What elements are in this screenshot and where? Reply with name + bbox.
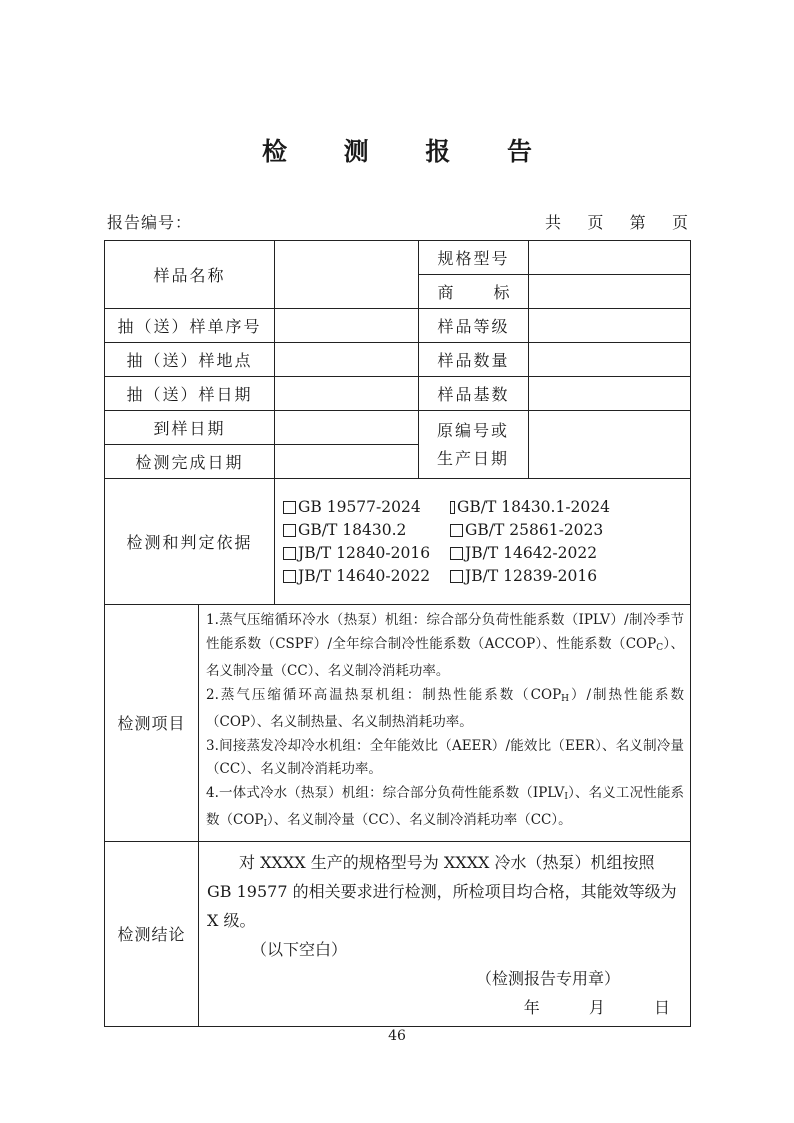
original-no-label (419, 411, 529, 479)
base-value[interactable] (529, 377, 691, 411)
item-1-sub: C (656, 642, 664, 653)
brand-value[interactable] (529, 275, 691, 309)
item-2-text-end: ）/制热性能系数（COP）、名义制热量、名义制热消耗功率。 (206, 686, 685, 730)
item-4 (206, 782, 684, 837)
seal-label: （检测报告专用章） (476, 968, 621, 988)
standard-option[interactable] (283, 498, 450, 516)
location-value[interactable] (275, 343, 419, 377)
day-label: 日 (654, 997, 671, 1017)
blank-note: （以下空白） (251, 939, 348, 959)
item-1-text: 1.蒸气压缩循环冷水（热泵）机组：综合部分负荷性能系数（IPLV）/制冷季节性能系数（CSPF）/全年综合制冷性能系数（ACCOP）、性能系数（COP (206, 612, 685, 652)
checkbox[interactable] (450, 570, 463, 583)
pager-page: 页 (587, 213, 604, 232)
standard-option[interactable] (450, 521, 610, 539)
item-1 (206, 609, 684, 684)
page-counter (545, 210, 688, 233)
report-title: 检 测 报 告 (261, 137, 557, 166)
year-label: 年 (523, 997, 540, 1017)
sample-name-value[interactable] (275, 241, 419, 309)
standard-option[interactable] (450, 544, 610, 562)
pager-page2: 页 (671, 213, 688, 232)
sampling-date-value[interactable] (275, 377, 419, 411)
checkbox[interactable] (283, 570, 296, 583)
completion-date-label: 检测完成日期 (105, 445, 275, 479)
original-no-line1: 原编号或 (437, 420, 510, 440)
sampling-date-label: 抽（送）样日期 (105, 377, 275, 411)
standard-option[interactable] (283, 567, 450, 585)
completion-date-value[interactable] (275, 445, 419, 479)
standard-label: JB/T 12839-2016 (465, 567, 598, 585)
checkbox[interactable] (283, 524, 296, 537)
standard-option[interactable] (450, 567, 610, 585)
checkbox[interactable] (283, 547, 296, 560)
order-no-label: 抽（送）样单序号 (105, 309, 275, 343)
standard-option[interactable] (450, 498, 610, 516)
item-4-text-mid: ）、名义工况性能系数（COP (206, 784, 685, 828)
grade-value[interactable] (529, 309, 691, 343)
month-label: 月 (588, 997, 605, 1017)
standard-label: JB/T 12840-2016 (298, 544, 431, 562)
report-table (104, 240, 691, 1027)
standard-label: GB/T 18430.2 (298, 521, 407, 539)
original-no-line2: 生产日期 (437, 448, 510, 468)
arrival-date-label: 到样日期 (105, 411, 275, 445)
checkbox[interactable] (450, 547, 463, 560)
report-number-label: 报告编号： (107, 213, 193, 232)
standards-cell (275, 479, 691, 605)
basis-label: 检测和判定依据 (105, 479, 275, 605)
quantity-label: 样品数量 (419, 343, 529, 377)
pager-nth: 第 (629, 213, 646, 232)
checkbox[interactable] (283, 501, 296, 514)
standard-label: GB 19577-2024 (298, 498, 421, 516)
brand-label-text: 商 标 (437, 283, 510, 302)
checkbox[interactable] (450, 524, 463, 537)
base-label: 样品基数 (419, 377, 529, 411)
arrival-date-value[interactable] (275, 411, 419, 445)
item-4-text-end: ）、名义制冷量（CC）、名义制冷消耗功率（CC）。 (267, 812, 572, 828)
standard-label: JB/T 14642-2022 (465, 544, 598, 562)
item-2 (206, 684, 684, 735)
sample-name-label: 样品名称 (105, 241, 275, 309)
item-4-text: 4.一体式冷水（热泵）机组：综合部分负荷性能系数（IPLV (206, 784, 565, 801)
item-3: 3.间接蒸发冷却冷水机组：全年能效比（AEER）/能效比（EER）、名义制冷量（CC）、名义制冷消耗功率。 (206, 737, 685, 777)
conclusion-cell (199, 841, 691, 1026)
standard-label: GB/T 25861-2023 (465, 521, 604, 539)
model-label: 规格型号 (419, 241, 529, 275)
item-2-sub: H (561, 693, 570, 704)
item-4-sub2: I (263, 819, 268, 829)
items-cell (199, 605, 691, 842)
location-label: 抽（送）样地点 (105, 343, 275, 377)
grade-label: 样品等级 (419, 309, 529, 343)
date-line (207, 993, 682, 1022)
order-no-value[interactable] (275, 309, 419, 343)
item-2-text: 2.蒸气压缩循环高温热泵机组：制热性能系数（COP (206, 686, 562, 703)
pager-total: 共 (545, 213, 562, 232)
standard-option[interactable] (283, 544, 450, 562)
conclusion-text: 对 XXXX 生产的规格型号为 XXXX 冷水（热泵）机组按照 GB 19577 的相关要求进行检测，所检项目均合格，其能效等级为 X 级。 (207, 852, 677, 930)
brand-label (419, 275, 529, 309)
standard-option[interactable] (283, 521, 450, 539)
item-4-sub: I (564, 791, 568, 802)
items-label: 检测项目 (105, 605, 199, 842)
standard-label: JB/T 14640-2022 (298, 567, 431, 585)
model-value[interactable] (529, 241, 691, 275)
standard-label: GB/T 18430.1-2024 (456, 498, 611, 516)
original-no-value[interactable] (529, 411, 691, 479)
conclusion-label: 检测结论 (105, 841, 199, 1026)
page-number: 46 (388, 1028, 406, 1044)
checkbox[interactable] (450, 501, 455, 514)
quantity-value[interactable] (529, 343, 691, 377)
item-1-text-end: ）、名义制冷量（CC）、名义制冷消耗功率。 (206, 635, 685, 679)
standards-grid (283, 498, 686, 585)
